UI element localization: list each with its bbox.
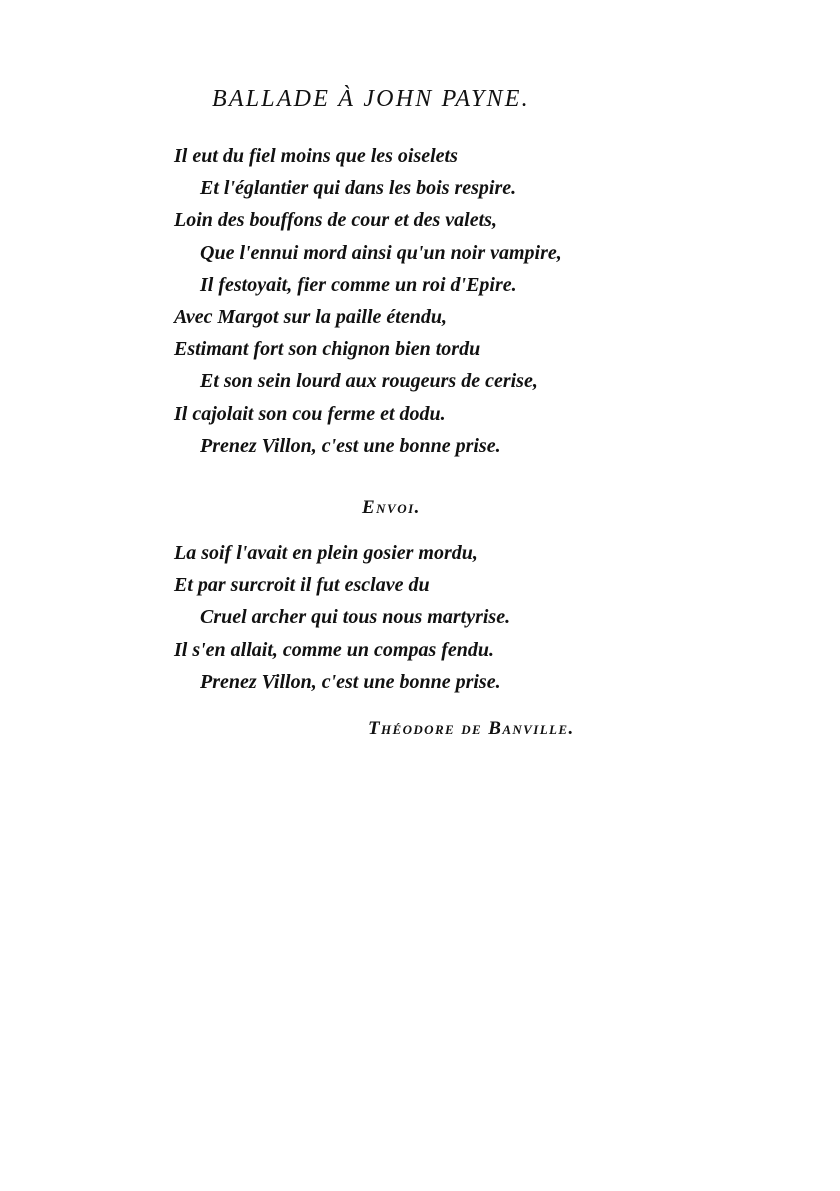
verse-line: Avec Margot sur la paille étendu,: [174, 305, 447, 328]
verse-line: Estimant fort son chignon bien tordu: [174, 338, 481, 361]
verse-line: Il cajolait son cou ferme et dodu.: [174, 402, 446, 425]
refrain-line: Prenez Villon, c'est une bonne prise.: [200, 670, 501, 693]
main-stanza: [174, 140, 562, 462]
verse-line: Et par surcroit il fut esclave du: [174, 574, 430, 597]
author-signature: Théodore de Banville.: [368, 718, 575, 739]
verse-line: Il festoyait, fier comme un roi d'Epire.: [200, 273, 517, 296]
verse-line: Et son sein lourd aux rougeurs de cerise,: [200, 370, 538, 393]
envoi-heading: Envoi.: [362, 497, 421, 518]
refrain-line: Prenez Villon, c'est une bonne prise.: [200, 434, 501, 457]
verse-line: Et l'églantier qui dans les bois respire.: [200, 177, 517, 200]
poem-title: BALLADE À JOHN PAYNE.: [212, 86, 530, 112]
verse-line: Que l'ennui mord ainsi qu'un noir vampire,: [200, 241, 562, 264]
envoi-stanza: [174, 537, 510, 698]
verse-line: La soif l'avait en plein gosier mordu,: [174, 542, 478, 564]
verse-line: Loin des bouffons de cour et des valets,: [174, 209, 497, 232]
verse-line: Il s'en allait, comme un compas fendu.: [174, 638, 495, 661]
verse-line: Il eut du fiel moins que les oiselets: [174, 145, 458, 167]
verse-line: Cruel archer qui tous nous martyrise.: [200, 606, 511, 629]
